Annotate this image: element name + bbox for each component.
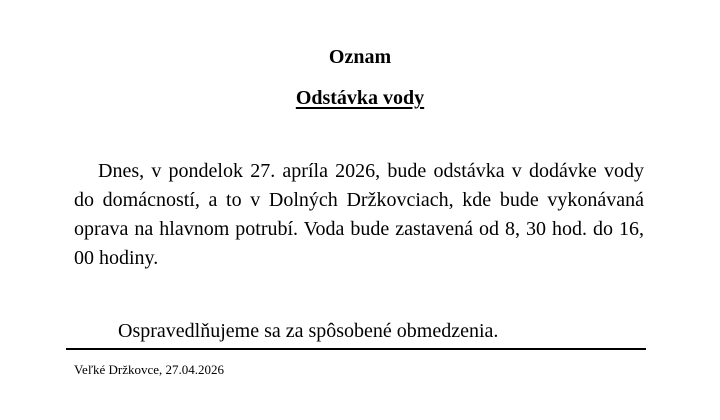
footer-divider: [66, 348, 646, 350]
notice-apology: Ospravedlňujeme sa za spôsobené obmedzenia.: [118, 320, 499, 342]
notice-footer: Veľké Držkovce, 27.04.2026: [74, 362, 225, 377]
notice-subheading-wrapper: [0, 85, 720, 111]
notice-body: Dnes, v pondelok 27. apríla 2026, bude odstávka v dodávke vody do domácností, a to v Dolných Držkovciach, kde bude vykonávaná oprava na hlavnom potrubí. Voda bude zastavená od 8, 30 hod. do 16, 00 hodiny.: [74, 160, 644, 269]
notice-heading: Oznam: [328, 46, 392, 68]
notice-subheading: Odstávka vody: [295, 87, 425, 109]
